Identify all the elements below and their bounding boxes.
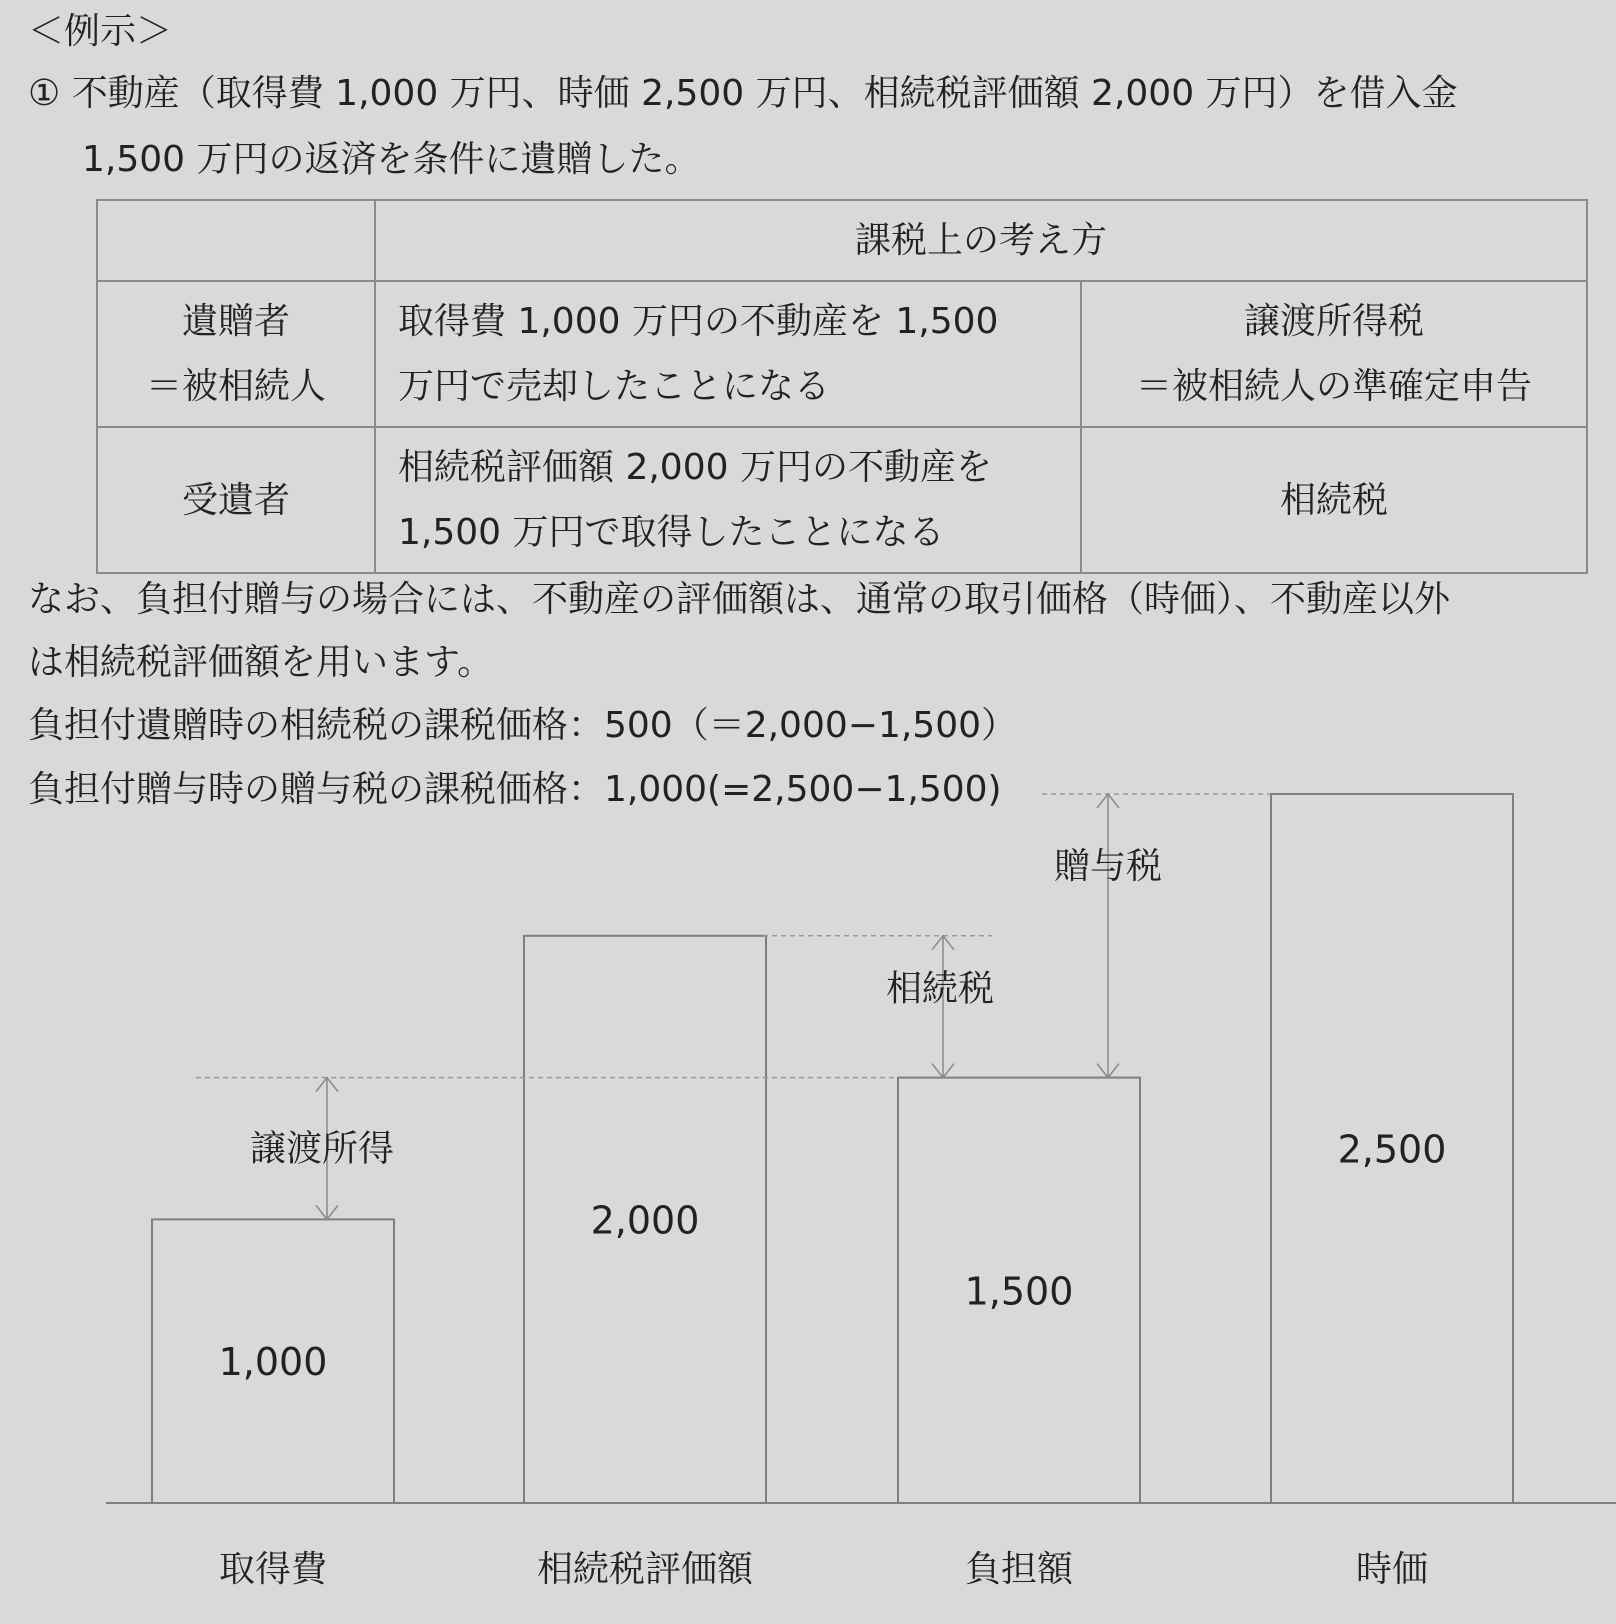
note-line-1: なお、負担付贈与の場合には、不動産の評価額は、通常の取引価格（時価）、不動産以外 [28, 579, 1451, 620]
formula-gift: 負担付贈与時の贈与税の課税価格：1,000(=2,500−1,500) [28, 769, 1002, 810]
annotation-label: 贈与税 [1053, 845, 1163, 887]
table-header: 課税上の考え方 [375, 200, 1587, 281]
formula-bequest: 負担付遺贈時の相続税の課税価格：500（＝2,000−1,500） [28, 705, 1017, 746]
bar-value-label: 1,000 [218, 1340, 328, 1385]
description-line: 万円で売却したことになる [398, 366, 831, 407]
bar-value-label: 1,500 [964, 1269, 1074, 1314]
annotation-label: 譲渡所得 [249, 1128, 395, 1170]
heading: ＜例示＞ [28, 11, 173, 52]
party-sublabel: ＝被相続人 [145, 366, 326, 407]
category-label: 相続税評価額 [536, 1549, 754, 1590]
tax-sublabel: ＝被相続人の準確定申告 [1135, 366, 1532, 407]
party-label: 受遺者 [181, 479, 290, 521]
example-line-2: 1,500 万円の返済を条件に遺贈した。 [82, 139, 701, 180]
category-label: 時価 [1355, 1549, 1429, 1590]
example-line-1: ① 不動産（取得費 1,000 万円、時価 2,500 万円、相続税評価額 2,000 万円）を借入金 [28, 73, 1458, 114]
description-line: 相続税評価額 2,000 万円の不動産を [398, 447, 992, 488]
note-line-2: は相続税評価額を用います。 [28, 642, 494, 683]
category-label: 取得費 [218, 1549, 328, 1590]
category-label: 負担額 [964, 1549, 1074, 1590]
bar-value-label: 2,500 [1337, 1127, 1447, 1172]
bar-value-label: 2,000 [590, 1198, 700, 1243]
tax-label: 相続税 [1279, 479, 1388, 521]
description-line: 取得費 1,000 万円の不動産を 1,500 [398, 301, 999, 342]
party-label: 遺贈者 [181, 301, 290, 342]
description-line: 1,500 万円で取得したことになる [398, 512, 945, 553]
annotation-label: 相続税 [885, 968, 995, 1010]
tax-label: 譲渡所得税 [1243, 301, 1424, 342]
